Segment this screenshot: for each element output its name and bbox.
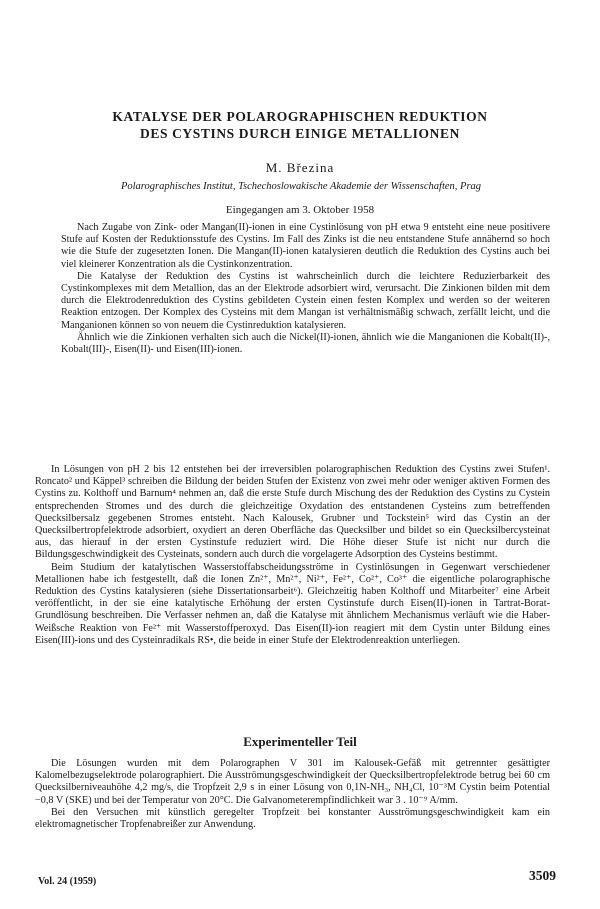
abstract (61, 222, 550, 356)
author-affiliation: Polarographisches Institut, Tschechoslowakische Akademie der Wissenschaften, Prag (120, 181, 482, 192)
section-heading: Experimenteller Teil (243, 734, 357, 749)
title-line-2: DES CYSTINS DURCH EINIGE METALLIONEN (140, 126, 460, 141)
body-paragraph: In Lösungen von pH 2 bis 12 entstehen bei der irreversiblen polarographischen Reduktion des Cystins zwei Stufen¹. Roncato² und Käppel³ schreiben die Bildung der beiden Stufen der Existenz von zwei mehr oder weniger aktiven Formen des Cystins zu. Kolthoff und Barnum⁴ nehmen an, daß die erste Stufe durch Mischung des der Reduktion des Cystins zu Cystein entsprechenden Stromes und des durch die gleichzeitige Oxydation des entstandenen Cysteins zum betreffenden Quecksilbersalz gegebenen Stromes entsteht. Nach Kalousek, Grubner und Tockstein⁵ wird das Cystin an der Quecksilbertropfelektrode adsorbiert, oxydiert an deren Oberfläche das Quecksilber und bildet so ein Quecksilbercysteinat aus, das hierauf in der ersten Cystinstufe reduziert wird. Die Höhe dieser Stufe ist nicht nur durch die Bildungsgeschwindigkeit des Cysteinats, sondern auch durch die vorgelagerte Adsorption des Cysteins bestimmt. (35, 464, 550, 561)
title-line-1: KATALYSE DER POLAROGRAPHISCHEN REDUKTION (112, 109, 488, 124)
body-paragraph: Bei den Versuchen mit künstlich geregelter Tropfzeit bei konstanter Ausströmungsgeschwindigkeit kam ein elektromagnetischer Tropfenabreißer zur Anwendung. (35, 806, 550, 831)
article-title (40, 108, 560, 142)
abstract-paragraph: Nach Zugabe von Zink- oder Mangan(II)-ionen in eine Cystinlösung von pH etwa 9 entsteht eine neue positivere Stufe auf Kosten der Reduktionsstufe des Cystins. Im Fall des Zinks ist die neu entstandene Stufe annähernd so hoch wie die Stufe der zugesetzten Ionen. Die Mangan(II)-ionen katalysieren deutlich die Reduktion des Cystins auch bei viel kleinerer Konzentration als die Cystinkonzentration. (61, 222, 550, 270)
volume-info: Vol. 24 (1959) (38, 876, 97, 887)
abstract-paragraph: Die Katalyse der Reduktion des Cystins ist wahrscheinlich durch die leichtere Reduzierbarkeit des Cystinkomplexes mit dem Metallion, das an der Elektrode adsorbiert wird, verursacht. Die Zinkionen bilden mit dem durch die Elektrodenreduktion des Cystins gebildeten Cystein einen festen Komplex und werden so der weiteren Reaktion entzogen. Der Komplex des Cysteins mit dem Mangan ist verhältnismäßig schwach, zerfällt leicht, und die Manganionen können so von neuem die Cystinreduktion katalysieren. (61, 270, 550, 331)
introduction-text (35, 464, 550, 647)
received-date: Eingegangen am 3. Oktober 1958 (225, 204, 375, 216)
body-paragraph: Die Lösungen wurden mit dem Polarographen V 301 im Kalousek-Gefäß mit getrennter gesättigter Kalomelbezugselektrode polarographiert. Die Ausströmungsgeschwindigkeit der Quecksilbertropfelektrode betrug bei 60 cm Quecksilberniveauhöhe 4,2 mg/s, die Tropfzeit 2,9 s in einer Lösung von 0,1N-NH₃, NH₄Cl, 10⁻³M Cystin beim Potential −0,8 V (SKE) und bei der Temperatur von 20°C. Die Galvanometerempfindlichkeit war 3 . 10⁻⁹ A/mm. (35, 758, 550, 806)
experimental-text (35, 758, 550, 831)
author-name: M. Březina (265, 160, 335, 175)
page-number: 3509 (529, 868, 556, 883)
abstract-paragraph: Ähnlich wie die Zinkionen verhalten sich auch die Nickel(II)-ionen, ähnlich wie die Manganionen die Kobalt(II)-, Kobalt(III)-, Eisen(II)- und Eisen(III)-ionen. (61, 331, 550, 356)
body-paragraph: Beim Studium der katalytischen Wasserstoffabscheidungsströme in Cystinlösungen in Gegenwart verschiedener Metallionen habe ich festgestellt, daß die Ionen Zn²⁺, Mn²⁺, Ni²⁺, Fe²⁺, Co²⁺, Co³⁺ die eigentliche polarographische Reduktion des Cystins katalysieren (siehe Dissertationsarbeit⁶). Gleichzeitig haben Kolthoff und Mitarbeiter⁷ eine Arbeit veröffentlicht, in der sie eine katalytische Erhöhung der ersten Cystinstufe durch Eisen(II)-ionen in Tartrat-Borat-Grundlösung beschreiben. Die Verfasser nehmen an, daß die Katalyse mit ähnlichem Mechanismus verläuft wie die Haber-Weißsche Reaktion von Fe²⁺ mit Wasserstoffperoxyd. Das Eisen(II)-ion reagiert mit dem Cystin unter Bildung eines Eisen(III)-ions und des Cysteinradikals RS•, die beide in einer Stufe der Elektrodenreaktion unterliegen. (35, 561, 550, 646)
